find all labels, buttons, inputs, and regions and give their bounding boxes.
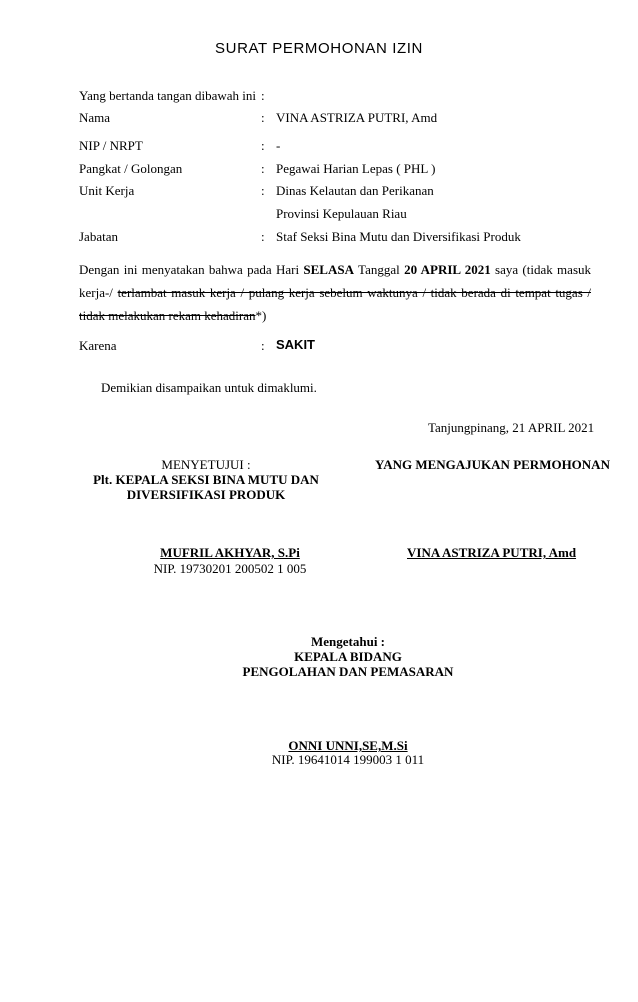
statement-text: Tanggal (353, 262, 405, 277)
field-value-nip: - (276, 138, 281, 153)
approver-name: MUFRIL AKHYAR, S.Pi (160, 545, 300, 560)
field-colon: : (261, 161, 265, 176)
statement-paragraph (79, 258, 591, 327)
field-value-nama: VINA ASTRIZA PUTRI, Amd (276, 110, 438, 125)
field-value-pangkat: Pegawai Harian Lepas ( PHL ) (276, 161, 436, 176)
field-value-unit-kerja-line2: Provinsi Kepulauan Riau (276, 206, 407, 221)
statement-struck-options: terlambat masuk kerja / pulang kerja sebelum waktunya / tidak berada di tempat tugas / tidak melakukan rekam kehadiran (79, 285, 592, 323)
document-title: SURAT PERMOHONAN IZIN (215, 40, 423, 57)
field-label-pangkat: Pangkat / Golongan (79, 161, 183, 176)
field-value-unit-kerja: Dinas Kelautan dan Perikanan (276, 183, 434, 198)
approver-title-line1: Plt. KEPALA SEKSI BINA MUTU DAN (93, 472, 319, 487)
approver-nip: NIP. 19730201 200502 1 005 (153, 561, 307, 576)
approver-title-line2: DIVERSIFIKASI PRODUK (126, 487, 286, 502)
statement-text: Dengan ini menyatakan bahwa pada Hari (79, 262, 304, 277)
field-value-jabatan: Staf Seksi Bina Mutu dan Diversifikasi Produk (276, 229, 521, 244)
closing-text: Demikian disampaikan untuk dimaklumi. (101, 380, 317, 395)
field-colon: : (261, 110, 265, 125)
field-colon: : (261, 138, 265, 153)
statement-text: *) (255, 308, 267, 323)
intro-text: Yang bertanda tangan dibawah ini (79, 88, 257, 103)
intro-colon: : (261, 88, 265, 103)
approver-heading: MENYETUJUI : (161, 457, 251, 472)
reason-colon: : (261, 338, 265, 353)
field-label-nip: NIP / NRPT (79, 138, 143, 153)
field-colon: : (261, 183, 265, 198)
field-label-jabatan: Jabatan (79, 229, 118, 244)
acknowledger-title-line1: KEPALA BIDANG (294, 649, 402, 664)
acknowledger-title-line2: PENGOLAHAN DAN PEMASARAN (242, 664, 454, 679)
acknowledger-name: ONNI UNNI,SE,M.Si (288, 738, 408, 753)
acknowledger-nip: NIP. 19641014 199003 1 011 (271, 752, 425, 767)
reason-value: SAKIT (276, 337, 315, 352)
field-label-unit-kerja: Unit Kerja (79, 183, 135, 198)
acknowledger-heading: Mengetahui : (310, 634, 386, 649)
statement-text: saya (tidak masuk kerja-/ (79, 262, 591, 300)
reason-label: Karena (79, 338, 117, 353)
applicant-heading: YANG MENGAJUKAN PERMOHONAN (375, 457, 610, 472)
place-date: Tanjungpinang, 21 APRIL 2021 (428, 420, 595, 435)
statement-day: SELASA (303, 262, 354, 277)
field-colon: : (261, 229, 265, 244)
statement-date: 20 APRIL 2021 (404, 262, 491, 277)
field-label-nama: Nama (79, 110, 111, 125)
applicant-name: VINA ASTRIZA PUTRI, Amd (407, 545, 577, 560)
